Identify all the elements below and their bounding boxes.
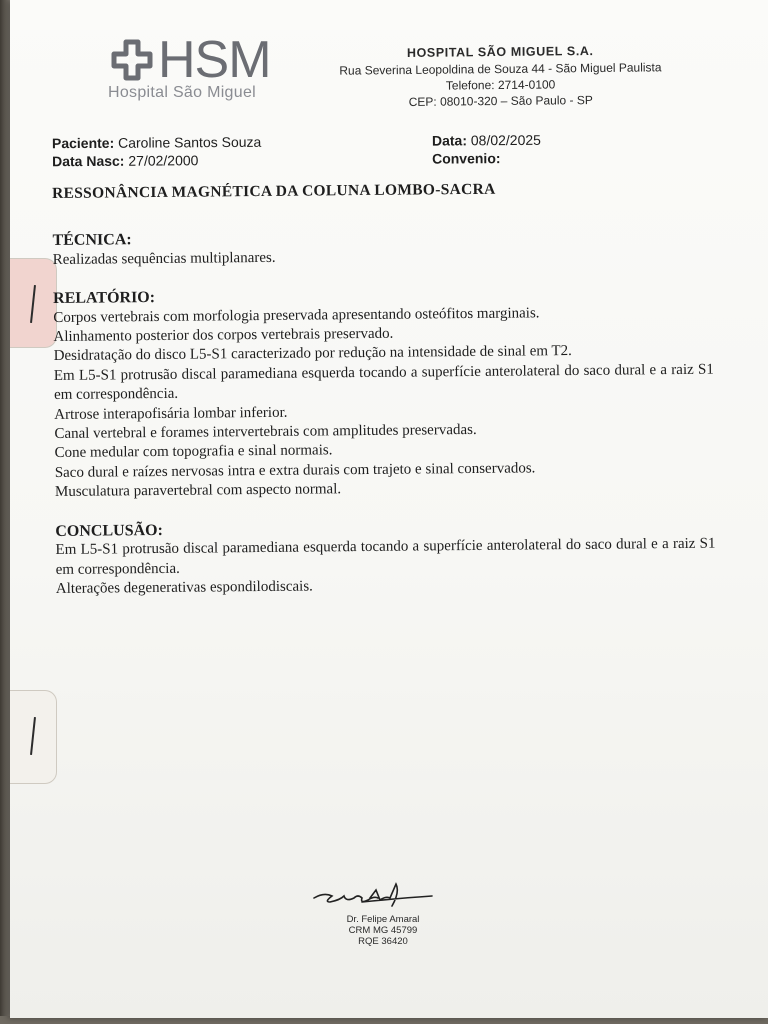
handwritten-signature [300,878,450,914]
binder-tab-upper [10,258,57,348]
finding-line: Desidratação do disco L5-S1 caracterizado por redução na intensidade de sinal em T2. [53,343,572,365]
binder-tab-lower [10,690,57,784]
exam-date: 08/02/2025 [470,131,541,149]
doctor-crm: CRM MG 45799 [348,925,418,936]
hospital-info [318,42,684,111]
finding-line: Saco dural e raízes nervosas intra e extra durais com trajeto e sinal conservados. [54,460,536,481]
dob-value: 27/02/2000 [128,152,199,169]
conclusion-heading: CONCLUSÃO: [55,521,163,540]
finding-line: Cone medular com topografia e sinal normais. [54,442,333,462]
finding-line: Corpos vertebrais com morfologia preservada apresentando osteófitos marginais. [53,304,540,326]
insurance-label: Convenio: [432,150,501,167]
technique-text: Realizadas sequências multiplanares. [52,249,276,268]
exam-date-label: Data: [431,132,468,149]
hospital-address: Rua Severina Leopoldina de Souza 44 - São Miguel Paulista [339,60,662,78]
hospital-name: HOSPITAL SÃO MIGUEL S.A. [406,44,594,60]
finding-line: Canal vertebral e forames intervertebrais com amplitudes preservadas. [54,421,477,443]
patient-info [52,130,692,170]
hospital-cross-icon [110,38,154,82]
logo-wordmark: HSM [158,31,271,89]
patient-name-label: Paciente: [51,134,115,152]
doctor-rqe: RQE 36420 [358,936,408,947]
technique-heading: TÉCNICA: [52,231,132,250]
report-title: RESSONÂNCIA MAGNÉTICA DA COLUNA LOMBO-SACRA [52,180,496,202]
findings-heading: RELATÓRIO: [53,289,156,308]
hospital-logo [100,31,280,104]
conclusion-line: Alterações degenerativas espondilodiscais. [55,578,313,597]
hospital-phone: Telefone: 2714-0100 [445,77,556,93]
dob-label: Data Nasc: [52,152,125,170]
finding-line: Artrose interapofisária lombar inferior. [54,404,288,423]
finding-line: Alinhamento posterior dos corpos vertebrais preservado. [53,325,394,346]
patient-name: Caroline Santos Souza [118,133,262,151]
logo-subtitle: Hospital São Miguel [108,84,256,101]
hospital-cep: CEP: 08010-320 – São Paulo - SP [408,93,593,109]
doctor-name: Dr. Felipe Amaral [346,914,420,925]
conclusion-line: Em L5-S1 protrusão discal paramediana esquerda tocando a superfície anterolateral do saco dural e a raiz S1 em correspondência. [55,535,716,578]
report-body [52,178,716,600]
finding-line: Em L5-S1 protrusão discal paramediana esquerda tocando a superfície anterolateral do saco dural e a raiz S1 em correspondência. [53,361,714,404]
finding-line: Musculatura paravertebral com aspecto normal. [54,481,342,501]
